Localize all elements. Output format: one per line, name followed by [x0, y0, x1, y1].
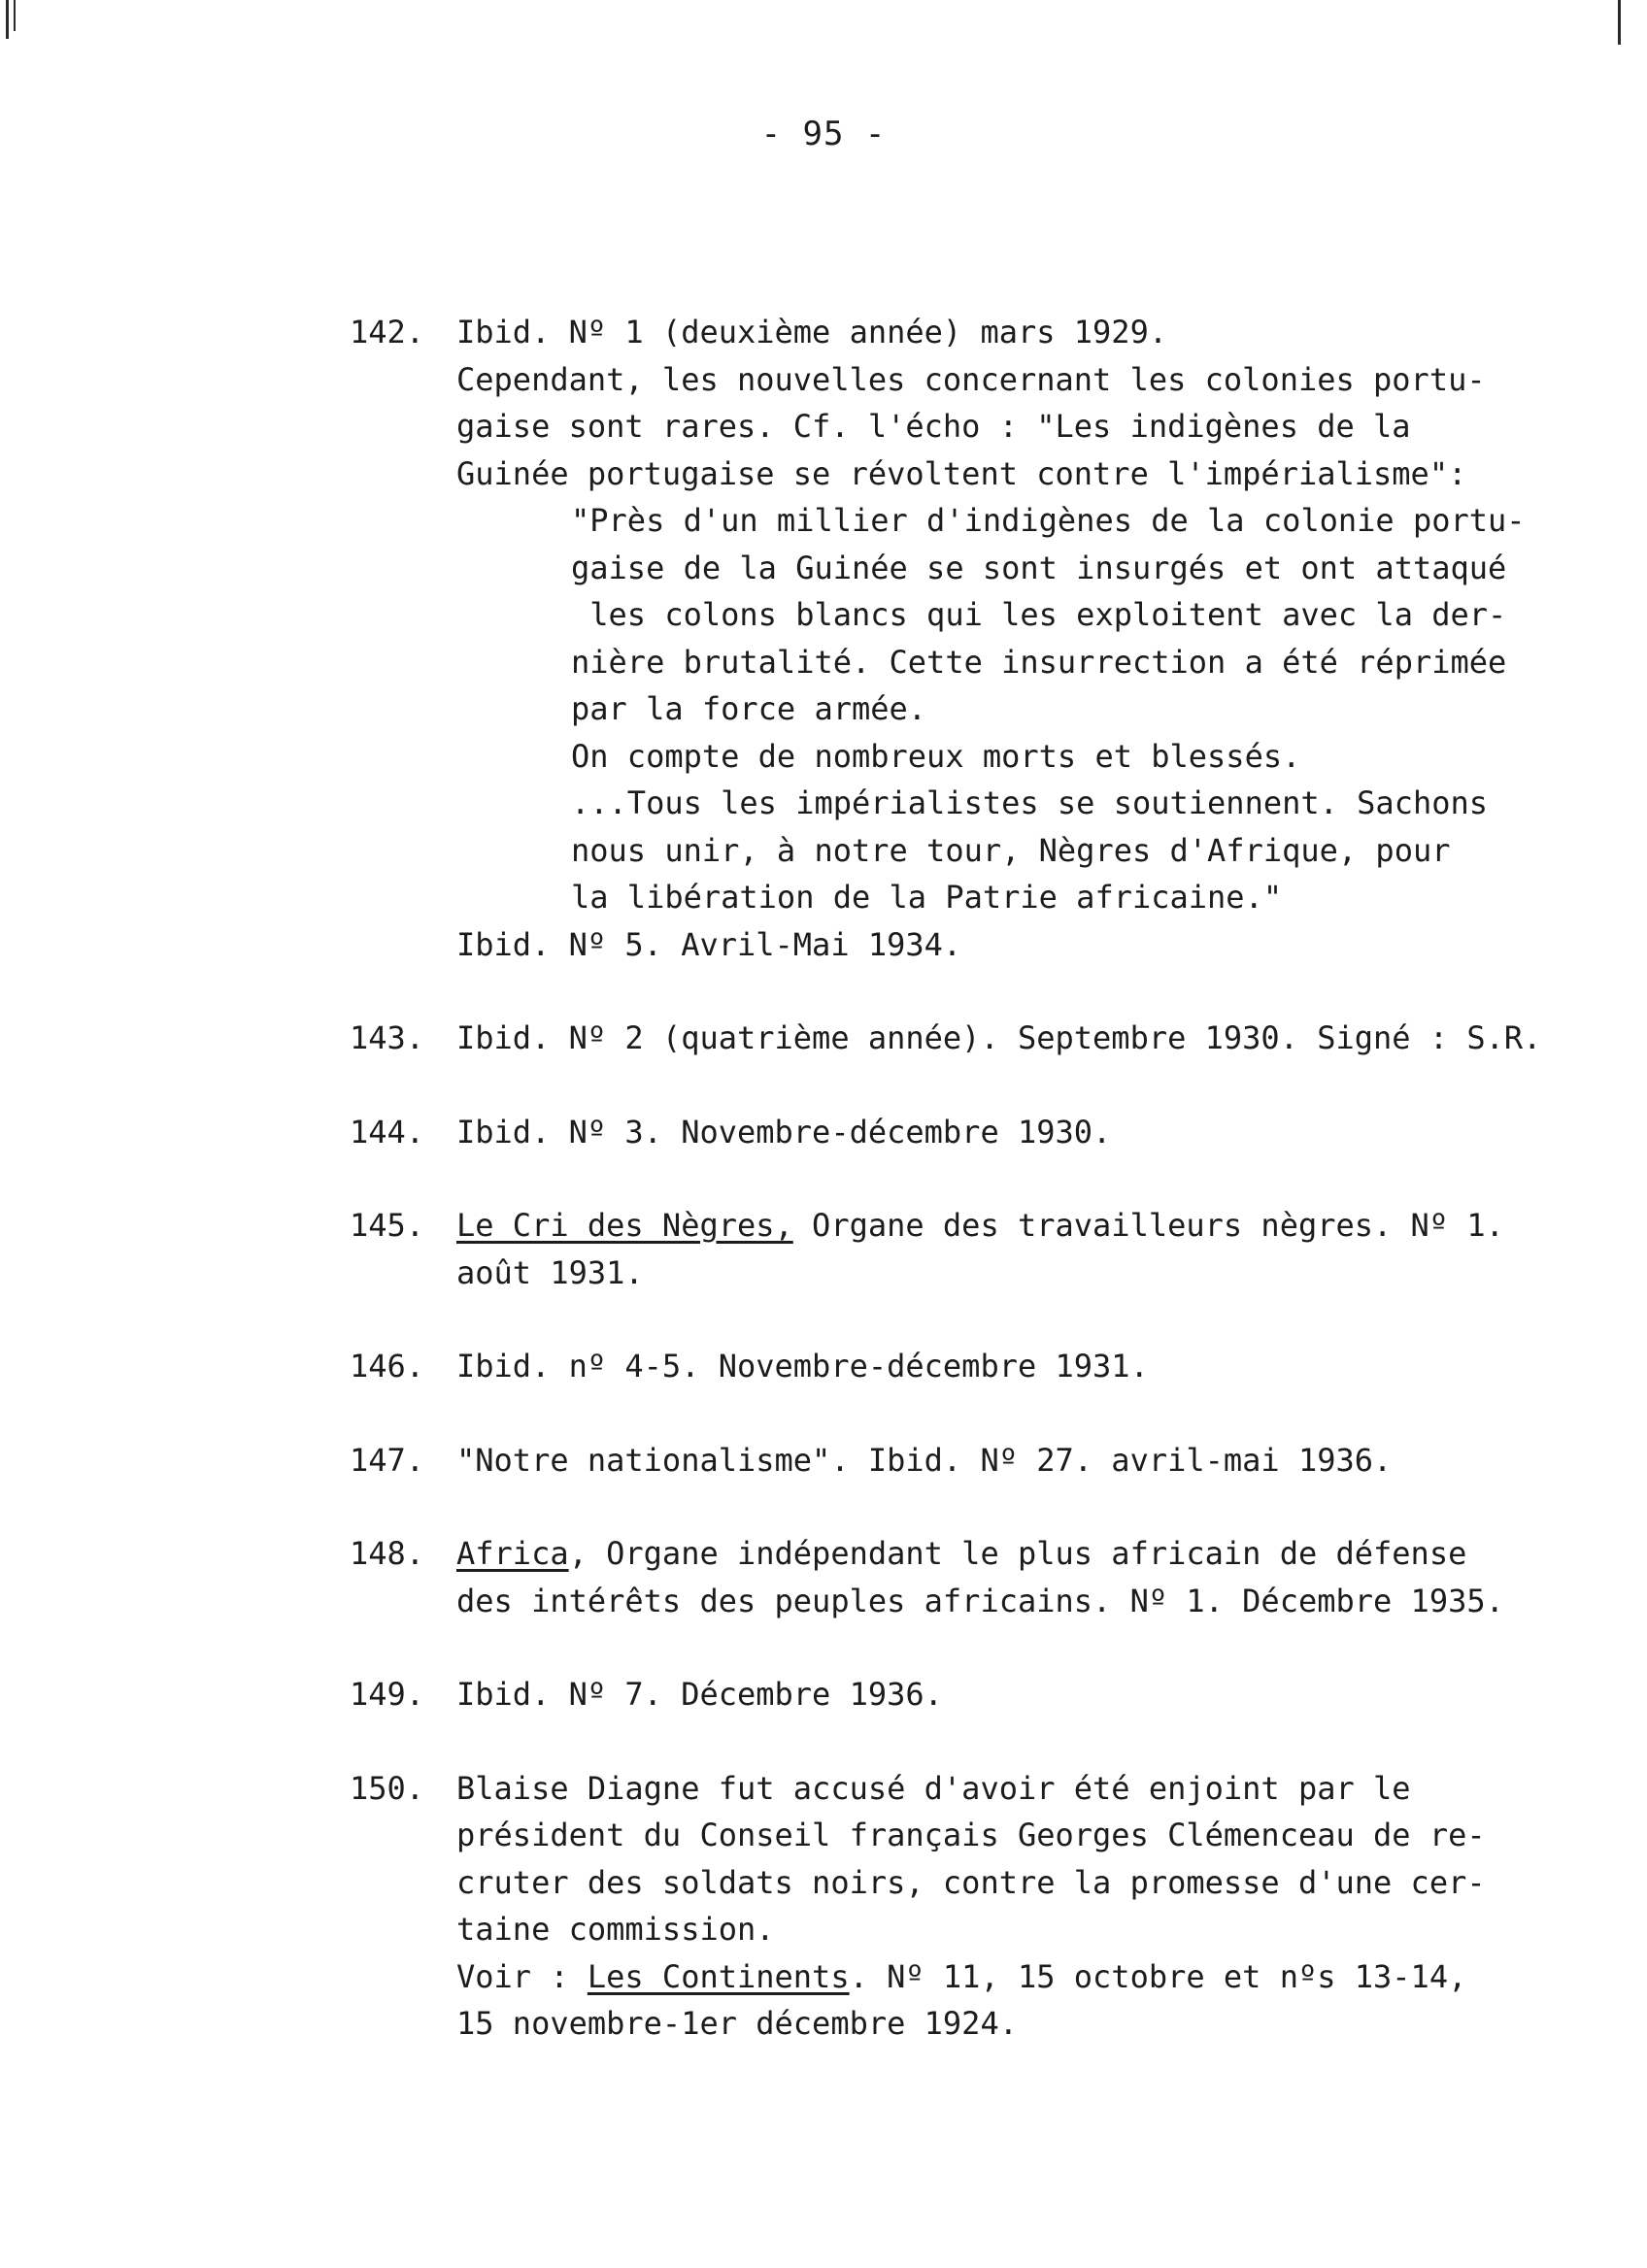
- note-line: taine commission.: [456, 1911, 775, 1948]
- quoted-passage: [456, 497, 1612, 921]
- note-146: [350, 1343, 1612, 1390]
- note-line: Blaise Diagne fut accusé d'avoir été enjoint par le: [456, 1769, 1411, 1807]
- note-142: [350, 309, 1612, 968]
- quote-line: ...Tous les impérialistes se soutiennent. Sachons: [571, 784, 1489, 821]
- note-number: 143.: [350, 1019, 425, 1056]
- note-line: [456, 1202, 1612, 1250]
- note-line: Ibid. Nº 1 (deuxième année) mars 1929.: [456, 314, 1168, 350]
- note-line: Guinée portugaise se révoltent contre l'impérialisme":: [456, 454, 1467, 492]
- note-text: , Organe indépendant le plus africain de défense: [568, 1535, 1467, 1572]
- note-line: [456, 1530, 1612, 1578]
- voir-prefix: Voir :: [456, 1957, 588, 1995]
- note-text: Ibid. Nº 3. Novembre-décembre 1930.: [456, 1113, 1112, 1151]
- note-number: 142.: [350, 314, 425, 350]
- note-text: Ibid. Nº 7. Décembre 1936.: [456, 1676, 943, 1713]
- note-number: 147.: [350, 1441, 425, 1479]
- quote-line: par la force armée.: [571, 690, 927, 727]
- note-text: Organe des travailleurs nègres. Nº 1.: [792, 1207, 1504, 1244]
- quote-line: la libération de la Patrie africaine.": [571, 879, 1283, 916]
- scan-edge-mark-left: [6, 0, 9, 39]
- note-number: 148.: [350, 1535, 425, 1572]
- note-text: Ibid. nº 4-5. Novembre-décembre 1931.: [456, 1348, 1149, 1384]
- note-text: "Notre nationalisme". Ibid. Nº 27. avril-mai 1936.: [456, 1441, 1393, 1479]
- note-line: des intérêts des peuples africains. Nº 1. Décembre 1935.: [456, 1582, 1504, 1619]
- note-number: 145.: [350, 1207, 425, 1244]
- quote-line: nous unir, à notre tour, Nègres d'Afrique, pour: [571, 831, 1451, 869]
- note-144: [350, 1109, 1612, 1156]
- note-source: Ibid. Nº 5. Avril-Mai 1934.: [456, 925, 962, 963]
- note-line: cruter des soldats noirs, contre la promesse d'une cer-: [456, 1863, 1486, 1901]
- note-number: 150.: [350, 1769, 425, 1807]
- note-text: . Nº 11, 15 octobre et nºs 13-14,: [849, 1957, 1467, 1995]
- note-150: [350, 1765, 1612, 2048]
- note-148: [350, 1530, 1612, 1624]
- quote-line: "Près d'un millier d'indigènes de la colonie portu-: [571, 502, 1526, 539]
- note-text: Ibid. Nº 2 (quatrième année). Septembre 1930. Signé : S.R.: [456, 1019, 1542, 1056]
- publication-title: Les Continents: [587, 1957, 850, 1995]
- quote-line: les colons blancs qui les exploitent avec la der-: [571, 596, 1507, 633]
- quote-line: nière brutalité. Cette insurrection a été réprimée: [571, 643, 1507, 681]
- note-145: [350, 1202, 1612, 1296]
- note-line: 15 novembre-1er décembre 1924.: [456, 2005, 1018, 2042]
- scan-edge-mark-right: [1618, 0, 1621, 45]
- publication-title: Le Cri des Nègres,: [456, 1207, 793, 1244]
- note-149: [350, 1671, 1612, 1718]
- quote-line: On compte de nombreux morts et blessés.: [571, 737, 1301, 775]
- footnotes-list: [350, 309, 1612, 2094]
- note-143: [350, 1015, 1612, 1062]
- note-147: [350, 1437, 1612, 1484]
- quote-line: gaise de la Guinée se sont insurgés et ont attaqué: [571, 549, 1507, 586]
- note-line: août 1931.: [456, 1253, 644, 1291]
- note-line: gaise sont rares. Cf. l'écho : "Les indigènes de la: [456, 408, 1411, 445]
- note-line: Cependant, les nouvelles concernant les colonies portu-: [456, 360, 1486, 398]
- scan-edge-mark-left-2: [14, 0, 16, 31]
- note-number: 144.: [350, 1113, 425, 1151]
- note-line: président du Conseil français Georges Clémenceau de re-: [456, 1817, 1486, 1853]
- publication-title: Africa: [456, 1535, 569, 1572]
- note-line: [456, 1953, 1612, 2001]
- page-number: - 95 -: [760, 115, 887, 153]
- note-number: 146.: [350, 1348, 425, 1384]
- note-number: 149.: [350, 1676, 425, 1713]
